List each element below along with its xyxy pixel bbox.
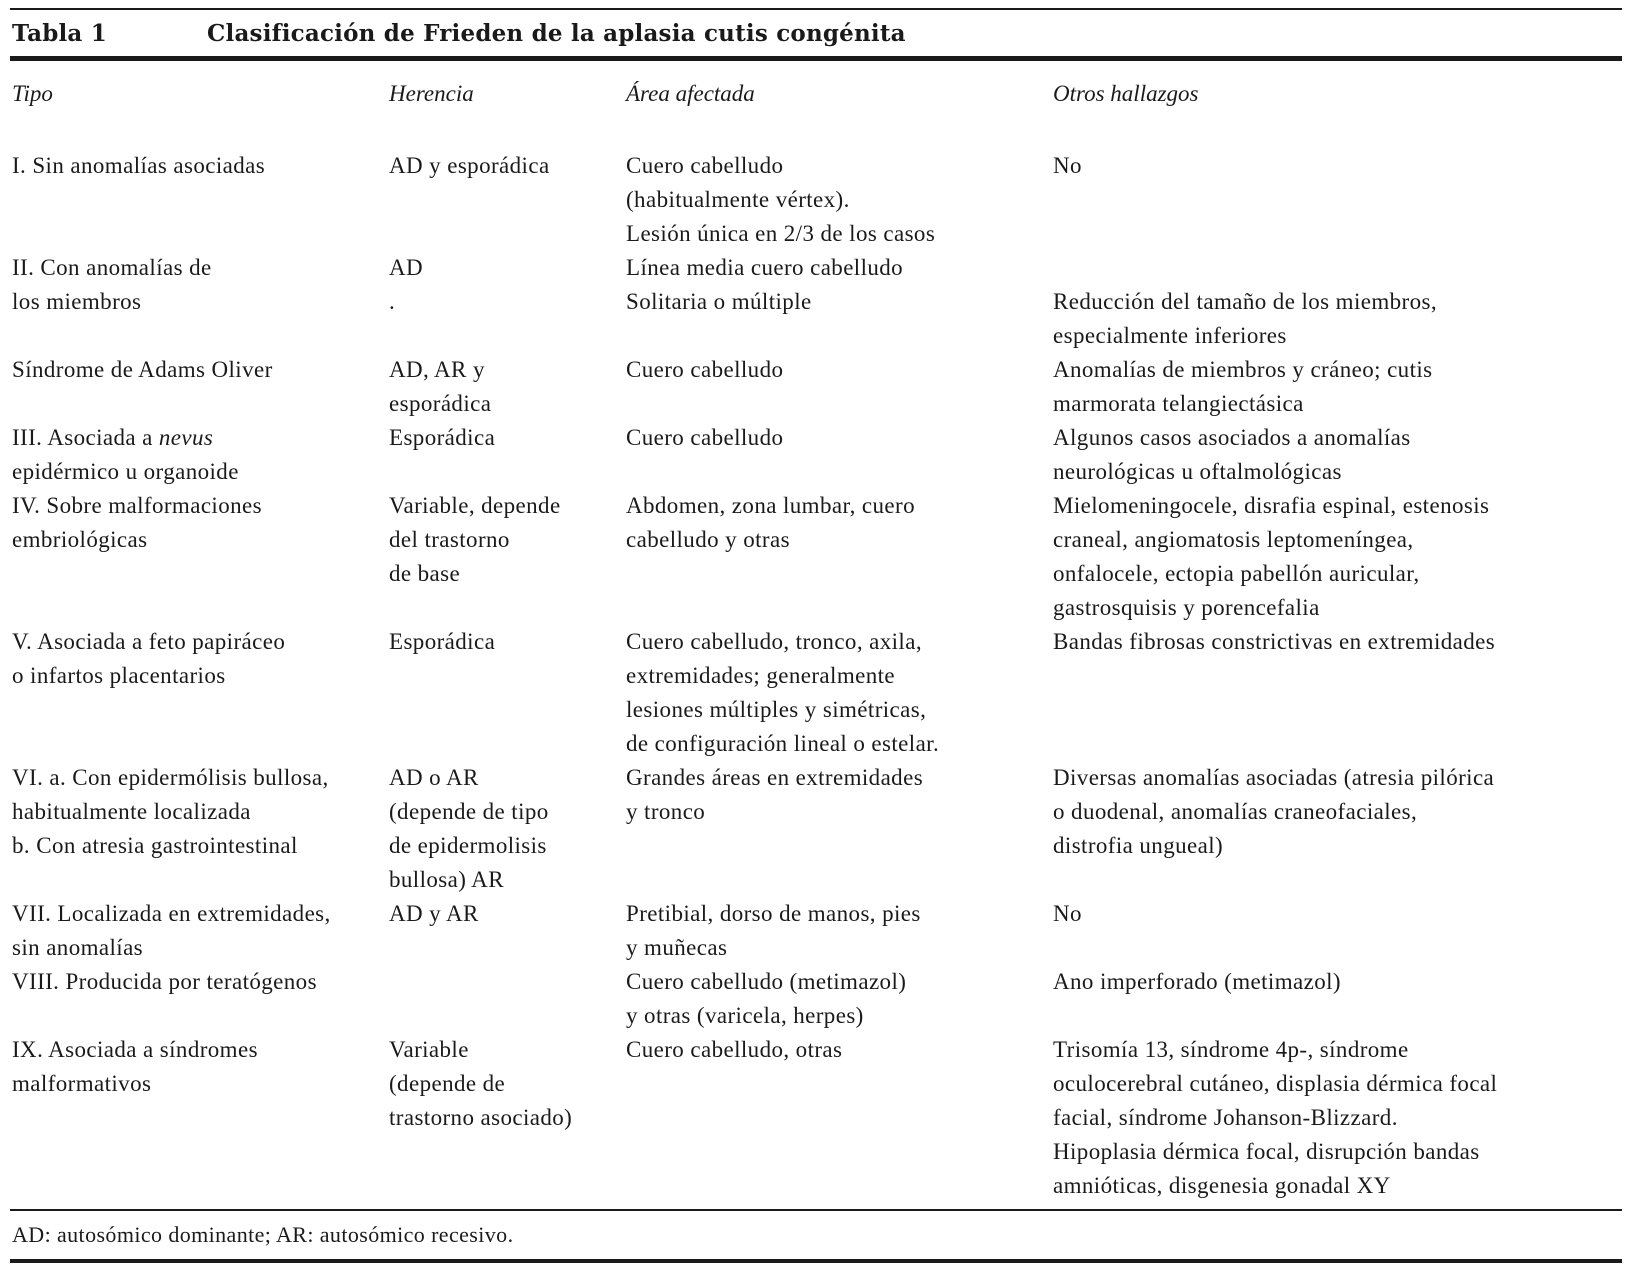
cell-tipo: IX. Asociada a síndromes malformativos xyxy=(12,1037,258,1096)
cell-herencia: AD . xyxy=(389,255,424,314)
cell-herencia: Esporádica xyxy=(389,629,496,654)
cell-herencia: AD, AR y esporádica xyxy=(389,357,492,416)
cell-otros: Mielomeningocele, disrafia espinal, estenosis craneal, angiomatosis leptomeníngea, onfalocele, ectopia pabellón auricular, gastrosquisis y porencefalia xyxy=(1053,493,1490,620)
table-title: Clasificación de Frieden de la aplasia cutis congénita xyxy=(207,19,906,47)
cell-tipo: VI. a. Con epidermólisis bullosa, habitualmente localizada b. Con atresia gastrointestinal xyxy=(12,765,329,858)
table-row xyxy=(10,1033,1622,1203)
header-herencia: Herencia xyxy=(389,81,474,106)
cell-tipo: VIII. Producida por teratógenos xyxy=(12,969,317,994)
cell-herencia: AD y AR xyxy=(389,901,479,926)
cell-area: Cuero cabelludo (habitualmente vértex). Lesión única en 2/3 de los casos xyxy=(626,153,936,246)
table-row xyxy=(10,353,1622,421)
cell-herencia: AD o AR (depende de tipo de epidermolisis bullosa) AR xyxy=(389,765,549,892)
classification-table xyxy=(10,61,1622,1203)
cell-herencia: Variable, depende del trastorno de base xyxy=(389,493,561,586)
cell-area: Cuero cabelludo, otras xyxy=(626,1037,843,1062)
header-tipo: Tipo xyxy=(12,81,53,106)
table-row xyxy=(10,489,1622,625)
header-row xyxy=(10,61,1622,149)
table-figure xyxy=(10,6,1622,1263)
table-row xyxy=(10,421,1622,489)
table-row xyxy=(10,761,1622,897)
cell-otros: Ano imperforado (metimazol) xyxy=(1053,969,1341,994)
header-area: Área afectada xyxy=(626,81,755,106)
cell-tipo-post: epidérmico u organoide xyxy=(12,459,239,484)
header-otros: Otros hallazgos xyxy=(1053,81,1199,106)
table-footnote: AD: autosómico dominante; AR: autosómico recesivo. xyxy=(12,1222,514,1247)
table-row xyxy=(10,897,1622,965)
cell-area: Cuero cabelludo xyxy=(626,425,784,450)
cell-otros: Algunos casos asociados a anomalías neurológicas u oftalmológicas xyxy=(1053,425,1411,484)
cell-otros: Trisomía 13, síndrome 4p-, síndrome oculocerebral cutáneo, displasia dérmica focal facial, síndrome Johanson-Blizzard. Hipoplasia dérmica focal, disrupción bandas amnióticas, disgenesia gonadal XY xyxy=(1053,1037,1498,1198)
cell-area: Cuero cabelludo (metimazol) y otras (varicela, herpes) xyxy=(626,969,907,1028)
cell-herencia: Esporádica xyxy=(389,425,496,450)
cell-tipo: V. Asociada a feto papiráceo o infartos placentarios xyxy=(12,629,286,688)
cell-otros: Reducción del tamaño de los miembros, especialmente inferiores xyxy=(1053,289,1437,348)
table-row xyxy=(10,251,1622,353)
cell-tipo-pre: III. Asociada a xyxy=(12,425,159,450)
cell-herencia xyxy=(387,965,624,1033)
cell-tipo: I. Sin anomalías asociadas xyxy=(12,153,266,178)
cell-tipo: VII. Localizada en extremidades, sin anomalías xyxy=(12,901,331,960)
cell-tipo xyxy=(10,421,387,489)
table-row xyxy=(10,625,1622,761)
cell-area: Grandes áreas en extremidades y tronco xyxy=(626,765,924,824)
cell-herencia: Variable (depende de trastorno asociado) xyxy=(389,1037,573,1130)
cell-area: Pretibial, dorso de manos, pies y muñecas xyxy=(626,901,921,960)
cell-area: Cuero cabelludo xyxy=(626,357,784,382)
cell-tipo: II. Con anomalías de los miembros xyxy=(12,255,212,314)
cell-otros: No xyxy=(1053,153,1082,178)
cell-tipo: IV. Sobre malformaciones embriológicas xyxy=(12,493,262,552)
cell-area: Abdomen, zona lumbar, cuero cabelludo y otras xyxy=(626,493,915,552)
cell-tipo-italic: nevus xyxy=(158,425,214,450)
cell-otros: Diversas anomalías asociadas (atresia pilórica o duodenal, anomalías craneofaciales, distrofia ungueal) xyxy=(1053,765,1495,858)
end-rule xyxy=(10,1259,1622,1263)
table-label: Tabla 1 xyxy=(12,19,107,47)
table-caption xyxy=(10,10,1622,56)
cell-area: Cuero cabelludo, tronco, axila, extremidades; generalmente lesiones múltiples y simétricas, de configuración lineal o estelar. xyxy=(626,629,940,756)
cell-otros: No xyxy=(1053,901,1082,926)
cell-otros: Anomalías de miembros y cráneo; cutis marmorata telangiectásica xyxy=(1053,357,1433,416)
table-row xyxy=(10,149,1622,251)
table-row xyxy=(10,965,1622,1033)
cell-tipo: Síndrome de Adams Oliver xyxy=(12,357,273,382)
cell-herencia: AD y esporádica xyxy=(389,153,550,178)
cell-area: Línea media cuero cabelludo Solitaria o múltiple xyxy=(626,255,904,314)
cell-otros: Bandas fibrosas constrictivas en extremidades xyxy=(1053,629,1496,654)
